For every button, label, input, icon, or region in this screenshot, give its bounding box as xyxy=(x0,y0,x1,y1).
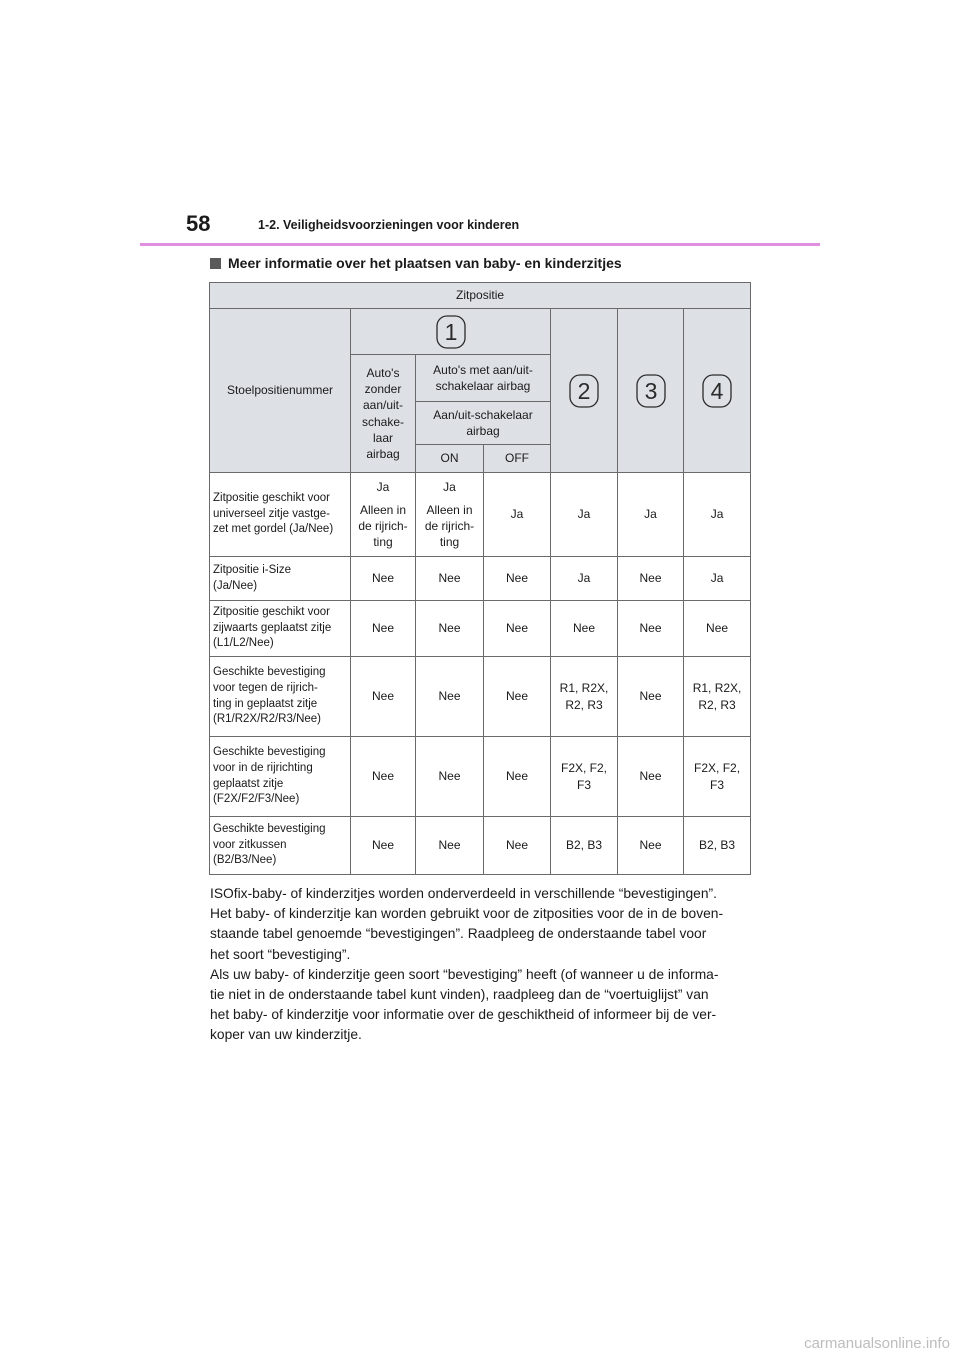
table-row xyxy=(210,737,751,817)
subheading-text: Meer informatie over het plaatsen van baby- en kinderzitjes xyxy=(228,255,622,271)
position-2-icon xyxy=(553,372,615,410)
table-row xyxy=(210,557,751,601)
without-switch-header: Auto's zonder aan/uit- schake- laar airbag xyxy=(351,355,416,473)
with-switch-header: Auto's met aan/uit- schakelaar airbag xyxy=(416,355,551,402)
table-cell: Nee xyxy=(416,817,484,875)
table-row xyxy=(210,657,751,737)
table-cell: Ja xyxy=(551,557,618,601)
body-line: Als uw baby- of kinderzitje geen soort “bevestiging” heeft (of wanneer u de informa- xyxy=(210,966,719,982)
table-cell: Nee xyxy=(416,557,484,601)
footer-watermark: carmanualsonline.info xyxy=(804,1335,950,1352)
position-3-icon xyxy=(620,372,681,410)
table-cell: Nee xyxy=(416,601,484,657)
position-2-header xyxy=(551,309,618,473)
subheading xyxy=(210,255,622,271)
table-cell: Nee xyxy=(618,737,684,817)
table-cell: Nee xyxy=(351,601,416,657)
svg-text:1: 1 xyxy=(444,318,457,345)
table-cell: Ja xyxy=(684,473,751,557)
table-cell: Nee xyxy=(551,601,618,657)
table-cell: Nee xyxy=(618,817,684,875)
table-cell: Ja Alleen in de rijrich- ting xyxy=(416,473,484,557)
square-bullet-icon xyxy=(210,258,221,269)
page-number: 58 xyxy=(186,211,211,236)
table-cell: Nee xyxy=(484,601,551,657)
table-cell: Nee xyxy=(351,817,416,875)
seat-position-table xyxy=(209,282,751,875)
row-label: Zitpositie i-Size (Ja/Nee) xyxy=(210,557,351,601)
table-cell: Nee xyxy=(351,557,416,601)
table-cell: B2, B3 xyxy=(684,817,751,875)
table-cell: R1, R2X, R2, R3 xyxy=(684,657,751,737)
table-row xyxy=(210,601,751,657)
switch-label-header: Aan/uit-schakelaar airbag xyxy=(416,402,551,445)
table-cell: F2X, F2, F3 xyxy=(551,737,618,817)
position-4-header xyxy=(684,309,751,473)
svg-text:2: 2 xyxy=(577,377,591,404)
position-3-header xyxy=(618,309,684,473)
header-divider xyxy=(140,243,820,246)
table-cell: F2X, F2, F3 xyxy=(684,737,751,817)
table-cell: Ja xyxy=(618,473,684,557)
table-cell: Nee xyxy=(484,657,551,737)
svg-text:4: 4 xyxy=(710,377,724,404)
table-cell: Nee xyxy=(416,657,484,737)
table-cell: Nee xyxy=(484,817,551,875)
body-text xyxy=(210,884,755,1046)
body-line: tie niet in de onderstaande tabel kunt vinden), raadpleeg dan de “voertuiglijst” van xyxy=(210,987,709,1003)
row-label: Zitpositie geschikt voor universeel zitje vastge- zet met gordel (Ja/Nee) xyxy=(210,473,351,557)
table-cell: Nee xyxy=(618,557,684,601)
position-4-icon xyxy=(686,372,748,410)
body-line: koper van uw kinderzitje. xyxy=(210,1027,362,1043)
table-cell: Nee xyxy=(618,657,684,737)
off-header: OFF xyxy=(484,445,551,473)
table-cell: Nee xyxy=(351,737,416,817)
table-cell: Ja xyxy=(551,473,618,557)
body-line: staande tabel genoemde “bevestigingen”. Raadpleeg de onderstaande tabel voor xyxy=(210,926,707,942)
table-cell: B2, B3 xyxy=(551,817,618,875)
table-cell: Nee xyxy=(351,657,416,737)
table-cell: Nee xyxy=(684,601,751,657)
on-header: ON xyxy=(416,445,484,473)
stoelpositienummer-header: Stoelpositienummer xyxy=(210,309,351,473)
zitpositie-header: Zitpositie xyxy=(210,283,751,309)
body-line: het soort “bevestiging”. xyxy=(210,946,351,962)
table-cell: Ja Alleen in de rijrich- ting xyxy=(351,473,416,557)
table-cell: Nee xyxy=(484,737,551,817)
row-label: Geschikte bevestiging voor zitkussen (B2/B3/Nee) xyxy=(210,817,351,875)
table-cell: Nee xyxy=(484,557,551,601)
body-line: het baby- of kinderzitje voor informatie over de geschiktheid of informeer bij de ver- xyxy=(210,1007,717,1023)
row-label: Geschikte bevestiging voor in de rijrichting geplaatst zitje (F2X/F2/F3/Nee) xyxy=(210,737,351,817)
row-label: Geschikte bevestiging voor tegen de rijrich- ting in geplaatst zitje (R1/R2X/R2/R3/Nee) xyxy=(210,657,351,737)
table-cell: Nee xyxy=(416,737,484,817)
table-cell: Ja xyxy=(684,557,751,601)
table-cell: Nee xyxy=(618,601,684,657)
table-row xyxy=(210,473,751,557)
section-title: 1-2. Veiligheidsvoorzieningen voor kinderen xyxy=(258,218,520,232)
body-line: Het baby- of kinderzitje kan worden gebruikt voor de zitposities voor de in de boven- xyxy=(210,906,724,922)
table-cell: R1, R2X, R2, R3 xyxy=(551,657,618,737)
body-line: ISOfix-baby- of kinderzitjes worden onderverdeeld in verschillende “bevestigingen”. xyxy=(210,886,717,901)
svg-text:3: 3 xyxy=(644,377,657,404)
position-1-header xyxy=(351,309,551,355)
row-label: Zitpositie geschikt voor zijwaarts geplaatst zitje (L1/L2/Nee) xyxy=(210,601,351,657)
table-row xyxy=(210,817,751,875)
table-cell: Ja xyxy=(484,473,551,557)
position-1-icon xyxy=(353,313,548,351)
